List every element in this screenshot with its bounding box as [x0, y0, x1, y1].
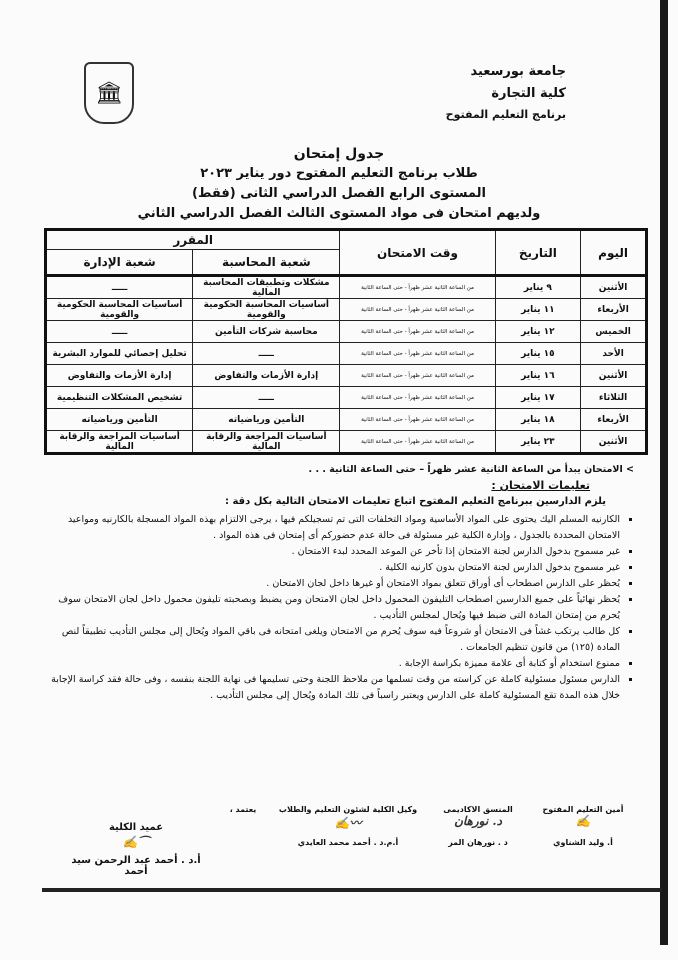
- instruction-item: ▪ الكارنيه المسلم اليك يحتوى على المواد الأساسية ومواد التخلفات التى تم تسجيلكم فيها ، يرجى الالتزام بهذه المواد المسجلة بالكارنيه ومواعيد الامتحان المحددة بالجدول ، وإدارة الكلية غير مسئولة فى حالة عدم حضوركم أى إمتحان فى هذه المواد .: [44, 512, 620, 544]
- cell-date: ٩ يناير: [495, 276, 581, 299]
- signature-name: د . نورهان المر: [448, 838, 508, 847]
- signature-role: عميد الكلية: [108, 822, 164, 833]
- table-row: [46, 321, 647, 343]
- cell-date: ١٦ يناير: [495, 365, 581, 387]
- cell-management: التأمين ورياضياته: [46, 409, 193, 431]
- approval-label: يعتمد ،: [229, 805, 257, 814]
- cell-accounting: التأمين ورياضياته: [193, 409, 340, 431]
- scan-border-bottom: [42, 888, 662, 892]
- cell-time: من الساعة الثانية عشر ظهراً - حتى الساعة الثانية: [340, 343, 495, 365]
- cell-management: إدارة الأزمات والتفاوض: [46, 365, 193, 387]
- page-title: جدول إمتحان: [293, 146, 385, 162]
- table-row: [46, 276, 647, 299]
- cell-accounting: ـــــ: [193, 387, 340, 409]
- cell-date: ١٥ يناير: [495, 343, 581, 365]
- cell-management: تحليل إحصائي للموارد البشرية: [46, 343, 193, 365]
- header-day: اليوم: [581, 230, 647, 276]
- cell-time: من الساعة الثانية عشر ظهراً - حتى الساعة الثانية: [340, 409, 495, 431]
- cell-management: أساسيات المحاسبة الحكومية والقومية: [46, 299, 193, 321]
- signature-role: أمين التعليم المفتوح: [542, 805, 624, 814]
- cell-accounting: ـــــ: [193, 343, 340, 365]
- cell-time: من الساعة الثانية عشر ظهراً - حتى الساعة الثانية: [340, 365, 495, 387]
- signature-name: أ.د . أحمد عبد الرحمن سيد أحمد: [71, 855, 201, 877]
- cell-day: الخميس: [581, 321, 647, 343]
- signature-handwriting: د. نورهان: [454, 814, 502, 828]
- signature-block: [528, 805, 638, 847]
- cell-date: ١٧ يناير: [495, 387, 581, 409]
- signature-mark-icon: 〰✍: [334, 816, 362, 830]
- cell-accounting: مشكلات وتطبيقات المحاسبة المالية: [193, 276, 340, 299]
- cell-day: الأربعاء: [581, 409, 647, 431]
- table-row: [46, 431, 647, 454]
- cell-day: الثلاثاء: [581, 387, 647, 409]
- signature-name: أ. وليد الشناوي: [553, 838, 613, 847]
- cell-time: من الساعة الثانية عشر ظهراً - حتى الساعة الثانية: [340, 321, 495, 343]
- cell-management: ـــــ: [46, 321, 193, 343]
- cell-day: الأثنين: [581, 365, 647, 387]
- signature-name: أ.م.د . أحمد محمد العايدي: [297, 838, 399, 847]
- university-logo-icon: 🏛: [84, 62, 134, 124]
- cell-time: من الساعة الثانية عشر ظهراً - حتى الساعة الثانية: [340, 387, 495, 409]
- signature-mark-icon: ⌒✍: [122, 835, 150, 849]
- table-row: [46, 409, 647, 431]
- instructions-intro: يلزم الدارسين ببرنامج التعليم المفتوح اتباع تعليمات الامتحان التالية بكل دقة :: [225, 496, 606, 507]
- cell-accounting: محاسبة شركات التأمين: [193, 321, 340, 343]
- scan-border-right: [660, 0, 668, 945]
- cell-date: ١٨ يناير: [495, 409, 581, 431]
- signature-mark-icon: ✍: [575, 814, 591, 828]
- cell-time: من الساعة الثانية عشر ظهراً - حتى الساعة الثانية: [340, 431, 495, 454]
- cell-date: ١١ يناير: [495, 299, 581, 321]
- subtitle-3: ولديهم امتحان فى مواد المستوى الثالث الفصل الدراسي الثاني: [137, 206, 541, 221]
- cell-time: من الساعة الثانية عشر ظهراً - حتى الساعة الثانية: [340, 299, 495, 321]
- note-text: الامتحان يبدأ من الساعة الثانية عشر ظهراً – حتى الساعة الثانية . . .: [308, 464, 623, 475]
- instruction-item: ▪ الدارس مسئول مسئولية كاملة عن كراسته من وقت تسلمها من ملاحظ اللجنة وحتى تسليمها فى نهاية اللجنة بنفسه ، وفى حالة فقد كراسة الإجابة خلال هذه المدة تقع المسئولية كاملة على الدارس ويعتبر راسباً فى تلك المادة ويُحال إلى مجلس التأديب .: [44, 672, 620, 704]
- cell-management: أساسيات المراجعة والرقابة المالية: [46, 431, 193, 454]
- table-row: [46, 343, 647, 365]
- instruction-item: ▪ يُحظر نهائياً على جميع الدارسين اصطحاب التليفون المحمول داخل لجان الامتحان ومن يضبط وبصحبته تليفون محمول داخل لجان الامتحان سوف يُحرم من إمتحان المادة التى ضبط فيها ويُحال لمجلس التأديب .: [44, 592, 620, 624]
- instruction-item: ▪ كل طالب يرتكب غشاً فى الامتحان أو شروعاً فيه سوف يُحرم من الامتحان ويلغى امتحانه فى باقي المواد ويُحال إلى مجلس التأديب تطبيقاً لنص المادة (١٢٥) من قانون تنظيم الجامعات .: [44, 624, 620, 656]
- cell-day: الأثنين: [581, 431, 647, 454]
- instructions-title: تعليمات الامتحان :: [491, 479, 590, 492]
- cell-management: ـــــ: [46, 276, 193, 299]
- subtitle-1: طلاب برنامج التعليم المفتوح دور يناير ٢٠٢٣: [200, 166, 478, 181]
- cell-date: ٢٣ يناير: [495, 431, 581, 454]
- signature-block: [66, 822, 206, 877]
- signature-block: [428, 805, 528, 847]
- signature-role: وكيل الكلية لشئون التعليم والطلاب: [278, 805, 418, 814]
- instruction-item: ▪ غير مسموح بدخول الدارس لجنة الامتحان إذا تأخر عن الموعد المحدد لبدء الامتحان .: [44, 544, 620, 560]
- header-course: المقرر: [46, 230, 340, 250]
- program-name: برنامج التعليم المفتوح: [445, 108, 566, 121]
- cell-accounting: أساسيات المحاسبة الحكومية والقومية: [193, 299, 340, 321]
- cell-day: الأربعاء: [581, 299, 647, 321]
- faculty-name: كلية التجارة: [491, 86, 566, 101]
- table-row: [46, 299, 647, 321]
- cell-time: من الساعة الثانية عشر ظهراً - حتى الساعة الثانية: [340, 276, 495, 299]
- cell-accounting: أساسيات المراجعة والرقابة المالية: [193, 431, 340, 454]
- cell-accounting: إدارة الأزمات والتفاوض: [193, 365, 340, 387]
- subtitle-2: المستوى الرابع الفصل الدراسي الثانى (فقط): [192, 186, 486, 201]
- exam-time-note: > الامتحان يبدأ من الساعة الثانية عشر ظهراً – حتى الساعة الثانية . . .: [308, 464, 634, 475]
- university-name: جامعة بورسعيد: [470, 64, 566, 79]
- signature-block: [268, 805, 428, 847]
- header-time: وقت الامتحان: [340, 230, 495, 276]
- cell-day: الأحد: [581, 343, 647, 365]
- cell-day: الأثنين: [581, 276, 647, 299]
- instruction-item: ▪ يُحظر على الدارس اصطحاب أى أوراق تتعلق بمواد الامتحان أو غيرها داخل لجان الامتحان .: [44, 576, 620, 592]
- instruction-item: ▪ ممنوع استخدام أو كتابة أى علامة مميزة بكراسة الإجابة .: [44, 656, 620, 672]
- header-management: شعبة الإدارة: [46, 250, 193, 276]
- table-row: [46, 365, 647, 387]
- header-accounting: شعبة المحاسبة: [193, 250, 340, 276]
- cell-date: ١٢ يناير: [495, 321, 581, 343]
- exam-schedule-table: [44, 228, 648, 455]
- cell-management: تشخيص المشكلات التنظيمية: [46, 387, 193, 409]
- signature-role: المنسق الاكاديمى: [443, 805, 513, 814]
- instructions-list: [44, 512, 634, 704]
- header-date: التاريخ: [495, 230, 581, 276]
- table-row: [46, 387, 647, 409]
- instruction-item: ▪ غير مسموح بدخول الدارس لجنة الامتحان بدون كارنيه الكلية .: [44, 560, 620, 576]
